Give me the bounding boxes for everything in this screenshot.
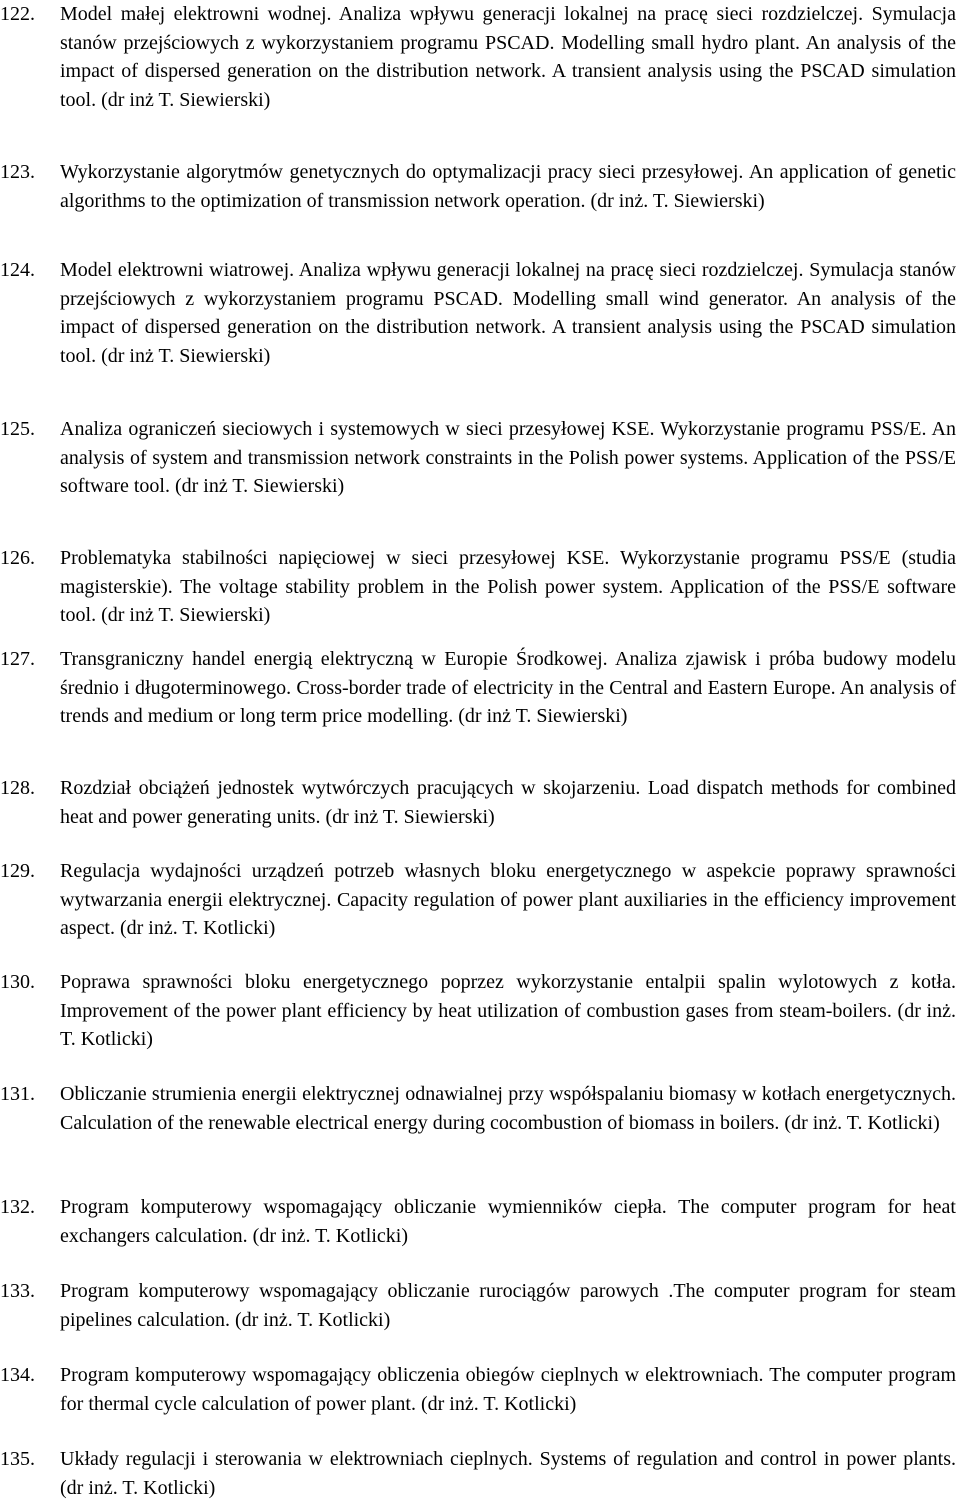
item-number: 131. [0,1083,35,1105]
item-number: 125. [0,418,35,440]
item-text: Program komputerowy wspomagający obliczanie rurociągów parowych .The computer program for steam pipelines calculation. (dr inż. T. Kotlicki) [60,1280,956,1331]
item-text: Obliczanie strumienia energii elektrycznej odnawialnej przy współspalaniu biomasy w kotłach energetycznych. Calculation of the renewable electrical energy during cocombustion of biomass in boilers. (dr inż. T. Kotlicki) [60,1083,956,1134]
item-text: Program komputerowy wspomagający obliczanie wymienników ciepła. The computer program for heat exchangers calculation. (dr inż. T. Kotlicki) [60,1196,956,1247]
item-text: Model elektrowni wiatrowej. Analiza wpływu generacji lokalnej na pracę sieci rozdzielczej. Symulacja stanów przejściowych z wykorzystaniem programu PSCAD. Modelling small wind generator. An analysis of the impact of dispersed generation on the distribution network. A transient analysis using the PSCAD simulation tool. (dr inż T. Siewierski) [60,259,956,368]
item-text: Poprawa sprawności bloku energetycznego poprzez wykorzystanie entalpii spalin wylotowych z kotła. Improvement of the power plant efficiency by heat utilization of combustion gases from steam-boilers. (dr inż. T. Kotlicki) [60,971,956,1051]
item-text: Transgraniczny handel energią elektryczną w Europie Środkowej. Analiza zjawisk i próba budowy modelu średnio i długoterminowego. Cross-border trade of electricity in the Central and Eastern Europe. An analysis of trends and medium or long term price modelling. (dr inż T. Siewierski) [60,648,956,728]
item-text: Program komputerowy wspomagający obliczenia obiegów cieplnych w elektrowniach. The computer program for thermal cycle calculation of power plant. (dr inż. T. Kotlicki) [60,1364,956,1415]
item-number: 122. [0,3,35,25]
item-number: 134. [0,1364,35,1386]
item-text: Problematyka stabilności napięciowej w sieci przesyłowej KSE. Wykorzystanie programu PSS/E (studia magisterskie). The voltage stability problem in the Polish power system. Application of the PSS/E software tool. (dr inż T. Siewierski) [60,547,956,627]
item-text: Analiza ograniczeń sieciowych i systemowych w sieci przesyłowej KSE. Wykorzystanie programu PSS/E. An analysis of system and transmission network constraints in the Polish power systems. Application of the PSS/E software tool. (dr inż T. Siewierski) [60,418,956,498]
item-number: 124. [0,259,35,281]
item-text: Model małej elektrowni wodnej. Analiza wpływu generacji lokalnej na pracę sieci rozdzielczej. Symulacja stanów przejściowych z wykorzystaniem programu PSCAD. Modelling small hydro plant. An analysis of the impact of dispersed generation on the distribution network. A transient analysis using the PSCAD simulation tool. (dr inż T. Siewierski) [60,3,956,112]
item-number: 130. [0,971,35,993]
item-text: Wykorzystanie algorytmów genetycznych do optymalizacji pracy sieci przesyłowej. An application of genetic algorithms to the optimization of transmission network operation. (dr inż. T. Siewierski) [60,161,956,212]
item-text: Układy regulacji i sterowania w elektrowniach cieplnych. Systems of regulation and control in power plants. (dr inż. T. Kotlicki) [60,1448,956,1499]
item-number: 128. [0,777,35,799]
item-number: 133. [0,1280,35,1302]
item-number: 129. [0,860,35,882]
item-number: 123. [0,161,35,183]
item-text: Regulacja wydajności urządzeń potrzeb własnych bloku energetycznego w aspekcie poprawy sprawności wytwarzania energii elektrycznej. Capacity regulation of power plant auxiliaries in the efficiency improvement aspect. (dr inż. T. Kotlicki) [60,860,956,940]
item-number: 127. [0,648,35,670]
item-text: Rozdział obciążeń jednostek wytwórczych pracujących w skojarzeniu. Load dispatch methods for combined heat and power generating units. (dr inż T. Siewierski) [60,777,956,828]
item-number: 132. [0,1196,35,1218]
item-number: 135. [0,1448,35,1470]
item-number: 126. [0,547,35,569]
